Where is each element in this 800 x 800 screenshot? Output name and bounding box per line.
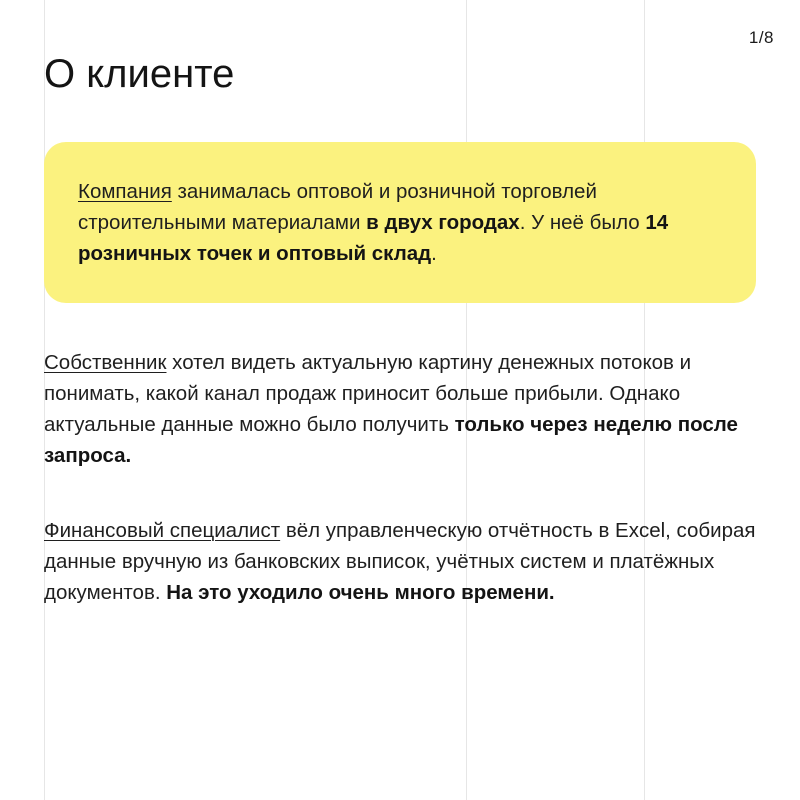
company-emphasis-cities: в двух городах — [366, 211, 520, 234]
finance-block — [44, 515, 764, 608]
owner-emphasis: только через неделю после запроса. — [44, 413, 738, 467]
finance-emphasis: На это уходило очень много времени. — [166, 581, 555, 604]
highlight-card — [44, 142, 756, 303]
finance-text: вёл управленческую отчётность в Excel, собирая данные вручную из банковских выписок, учётных систем и платёжных документов. — [44, 519, 756, 604]
owner-block — [44, 347, 764, 471]
company-emphasis-points: 14 розничных точек и оптовый склад — [78, 211, 669, 265]
company-text-2: . У неё было — [519, 211, 646, 234]
page-counter: 1/8 — [748, 28, 774, 47]
finance-paragraph — [44, 515, 764, 608]
owner-text: хотел видеть актуальную картину денежных потоков и понимать, какой канал продаж приносит больше прибыли. Однако актуальные данные можно было получить — [44, 351, 692, 436]
owner-paragraph — [44, 347, 764, 471]
company-paragraph — [78, 176, 722, 269]
page-title: О клиенте — [44, 52, 235, 96]
company-text-1: занималась оптовой и розничной торговлей строительными материалами — [78, 180, 597, 234]
company-text-3: . — [431, 242, 437, 265]
company-term: Компания — [78, 180, 172, 203]
finance-term: Финансовый специалист — [44, 519, 281, 542]
owner-term: Собственник — [44, 351, 167, 374]
